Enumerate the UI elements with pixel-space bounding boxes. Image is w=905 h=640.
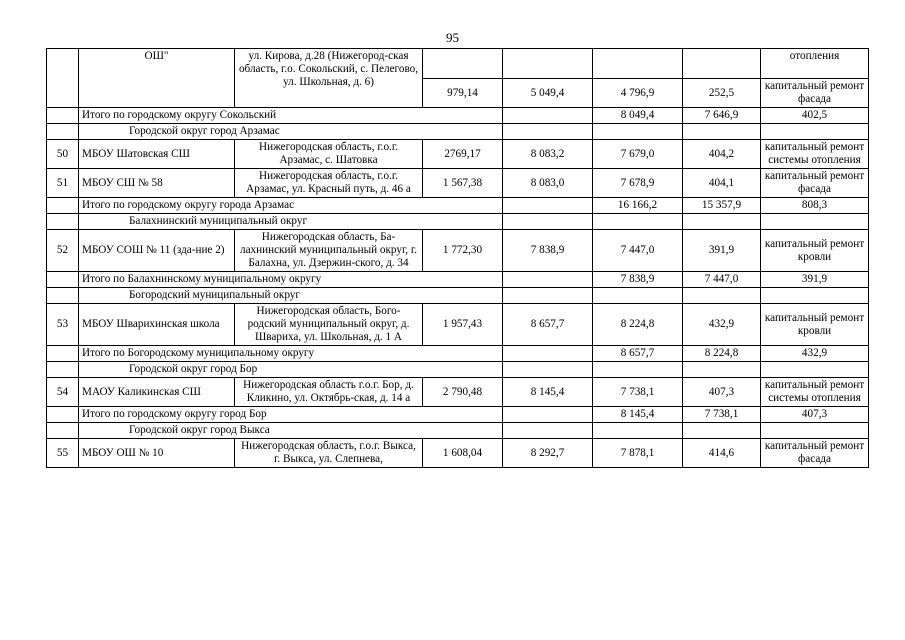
- district-header-row: [47, 288, 869, 304]
- district-header-row: [47, 214, 869, 230]
- school-address: Нижегородская область, г.о.г. Арзамас, с. Шатовка: [235, 140, 423, 169]
- empty-cell: [683, 49, 761, 79]
- empty-cell: [683, 288, 761, 304]
- subtotal-label: Итого по городскому округу города Арзамас: [79, 198, 503, 214]
- work-type: капитальный ремонт кровли: [761, 230, 869, 272]
- area-value: 1 608,04: [423, 439, 503, 468]
- schools-repair-table: [46, 48, 869, 468]
- district-name: Городской округ город Арзамас: [79, 124, 503, 140]
- work-type: капитальный ремонт системы отопления: [761, 378, 869, 407]
- empty-cell: [761, 288, 869, 304]
- school-name: МБОУ Шатовская СШ: [79, 140, 235, 169]
- row-number: 53: [47, 304, 79, 346]
- empty-cell: [503, 407, 593, 423]
- table-row: [47, 304, 869, 346]
- school-name: МБОУ Шварихинская школа: [79, 304, 235, 346]
- empty-cell: [503, 288, 593, 304]
- budget-cost: 7 447,0: [593, 230, 683, 272]
- school-name: МБОУ СШ № 58: [79, 169, 235, 198]
- empty-cell: [47, 407, 79, 423]
- other-cost: 404,2: [683, 140, 761, 169]
- budget-cost: 8 224,8: [593, 304, 683, 346]
- table-row: [47, 49, 869, 79]
- subtotal-total: 8 657,7: [593, 346, 683, 362]
- area-value: 2 790,48: [423, 378, 503, 407]
- empty-cell: [47, 362, 79, 378]
- budget-cost: 7 878,1: [593, 439, 683, 468]
- budget-cost: 7 738,1: [593, 378, 683, 407]
- table-row: [47, 230, 869, 272]
- school-address: ул. Кирова, д.28 (Нижегород-ская область, г.о. Сокольский, с. Пелегово, ул. Школьная, д. 6): [235, 49, 423, 108]
- subtotal-other: 432,9: [761, 346, 869, 362]
- table-row: [47, 140, 869, 169]
- empty-cell: [47, 346, 79, 362]
- empty-cell: [683, 214, 761, 230]
- subtotal-row: [47, 272, 869, 288]
- school-address: Нижегородская область, г.о.г. Выкса, г. Выкса, ул. Слепнева,: [235, 439, 423, 468]
- district-name: Городской округ город Выкса: [79, 423, 503, 439]
- area-value: 1 957,43: [423, 304, 503, 346]
- budget-cost: 7 678,9: [593, 169, 683, 198]
- district-header-row: [47, 362, 869, 378]
- empty-cell: [503, 49, 593, 79]
- school-name: МБОУ ОШ № 10: [79, 439, 235, 468]
- empty-cell: [503, 272, 593, 288]
- subtotal-label: Итого по Балахнинскому муниципальному округу: [79, 272, 503, 288]
- work-type: капитальный ремонт фасада: [761, 79, 869, 108]
- empty-cell: [47, 198, 79, 214]
- page-number: 95: [446, 30, 459, 45]
- school-name: МБОУ СОШ № 11 (зда-ние 2): [79, 230, 235, 272]
- school-name: МАОУ Каликинская СШ: [79, 378, 235, 407]
- empty-cell: [503, 108, 593, 124]
- subtotal-total: 7 838,9: [593, 272, 683, 288]
- school-address: Нижегородская область, г.о.г. Арзамас, ул. Красный путь, д. 46 а: [235, 169, 423, 198]
- subtotal-other: 808,3: [761, 198, 869, 214]
- work-type: капитальный ремонт фасада: [761, 439, 869, 468]
- area-value: 1 772,30: [423, 230, 503, 272]
- table-row: [47, 439, 869, 468]
- area-value: 979,14: [423, 79, 503, 108]
- empty-cell: [503, 198, 593, 214]
- district-name: Городской округ город Бор: [79, 362, 503, 378]
- empty-cell: [47, 108, 79, 124]
- empty-cell: [683, 423, 761, 439]
- table-row: [47, 378, 869, 407]
- district-header-row: [47, 423, 869, 439]
- empty-cell: [593, 49, 683, 79]
- budget-cost: 7 679,0: [593, 140, 683, 169]
- empty-cell: [593, 362, 683, 378]
- other-cost: 432,9: [683, 304, 761, 346]
- empty-cell: [593, 288, 683, 304]
- other-cost: 391,9: [683, 230, 761, 272]
- subtotal-label: Итого по городскому округу Сокольский: [79, 108, 503, 124]
- empty-cell: [593, 214, 683, 230]
- empty-cell: [503, 214, 593, 230]
- empty-cell: [683, 124, 761, 140]
- district-name: Балахнинский муниципальный округ: [79, 214, 503, 230]
- subtotal-row: [47, 108, 869, 124]
- total-cost: 8 145,4: [503, 378, 593, 407]
- empty-cell: [593, 124, 683, 140]
- empty-cell: [761, 124, 869, 140]
- district-header-row: [47, 124, 869, 140]
- subtotal-row: [47, 346, 869, 362]
- empty-cell: [503, 124, 593, 140]
- other-cost: 414,6: [683, 439, 761, 468]
- empty-cell: [47, 288, 79, 304]
- empty-cell: [761, 362, 869, 378]
- subtotal-label: Итого по городскому округу город Бор: [79, 407, 503, 423]
- empty-cell: [761, 214, 869, 230]
- empty-cell: [503, 346, 593, 362]
- empty-cell: [761, 423, 869, 439]
- work-type: капитальный ремонт фасада: [761, 169, 869, 198]
- school-address: Нижегородская область, Бого-родский муниципальный округ, д. Швариха, ул. Школьная, д. 1 А: [235, 304, 423, 346]
- table-row: [47, 169, 869, 198]
- subtotal-total: 8 145,4: [593, 407, 683, 423]
- empty-cell: [47, 423, 79, 439]
- other-cost: 404,1: [683, 169, 761, 198]
- school-address: Нижегородская область г.о.г. Бор, д. Кликино, ул. Октябрь-ская, д. 14 а: [235, 378, 423, 407]
- row-number: 50: [47, 140, 79, 169]
- area-value: 1 567,38: [423, 169, 503, 198]
- area-value: 2769,17: [423, 140, 503, 169]
- empty-cell: [47, 124, 79, 140]
- subtotal-budget: 7 738,1: [683, 407, 761, 423]
- empty-cell: [47, 272, 79, 288]
- school-address: Нижегородская область, Ба-лахнинский муниципальный округ, г. Балахна, ул. Дзержин-ского, д. 34: [235, 230, 423, 272]
- total-cost: 8 083,2: [503, 140, 593, 169]
- budget-cost: 4 796,9: [593, 79, 683, 108]
- empty-cell: [503, 423, 593, 439]
- subtotal-budget: 8 224,8: [683, 346, 761, 362]
- work-type-continued: отопления: [761, 49, 869, 79]
- row-number: 54: [47, 378, 79, 407]
- total-cost: 8 292,7: [503, 439, 593, 468]
- total-cost: 5 049,4: [503, 79, 593, 108]
- table-body: [47, 49, 869, 468]
- subtotal-budget: 7 646,9: [683, 108, 761, 124]
- row-number: 55: [47, 439, 79, 468]
- row-number: 52: [47, 230, 79, 272]
- subtotal-total: 8 049,4: [593, 108, 683, 124]
- other-cost: 252,5: [683, 79, 761, 108]
- subtotal-budget: 7 447,0: [683, 272, 761, 288]
- empty-cell: [593, 423, 683, 439]
- empty-cell: [503, 362, 593, 378]
- row-number: [47, 49, 79, 108]
- empty-cell: [683, 362, 761, 378]
- total-cost: 8 657,7: [503, 304, 593, 346]
- subtotal-row: [47, 198, 869, 214]
- district-name: Богородский муниципальный округ: [79, 288, 503, 304]
- subtotal-other: 402,5: [761, 108, 869, 124]
- work-type: капитальный ремонт системы отопления: [761, 140, 869, 169]
- total-cost: 7 838,9: [503, 230, 593, 272]
- empty-cell: [47, 214, 79, 230]
- empty-cell: [423, 49, 503, 79]
- subtotal-other: 391,9: [761, 272, 869, 288]
- total-cost: 8 083,0: [503, 169, 593, 198]
- subtotal-label: Итого по Богородскому муниципальному округу: [79, 346, 503, 362]
- subtotal-row: [47, 407, 869, 423]
- school-name: ОШ": [79, 49, 235, 108]
- work-type: капитальный ремонт кровли: [761, 304, 869, 346]
- row-number: 51: [47, 169, 79, 198]
- subtotal-budget: 15 357,9: [683, 198, 761, 214]
- subtotal-other: 407,3: [761, 407, 869, 423]
- subtotal-total: 16 166,2: [593, 198, 683, 214]
- other-cost: 407,3: [683, 378, 761, 407]
